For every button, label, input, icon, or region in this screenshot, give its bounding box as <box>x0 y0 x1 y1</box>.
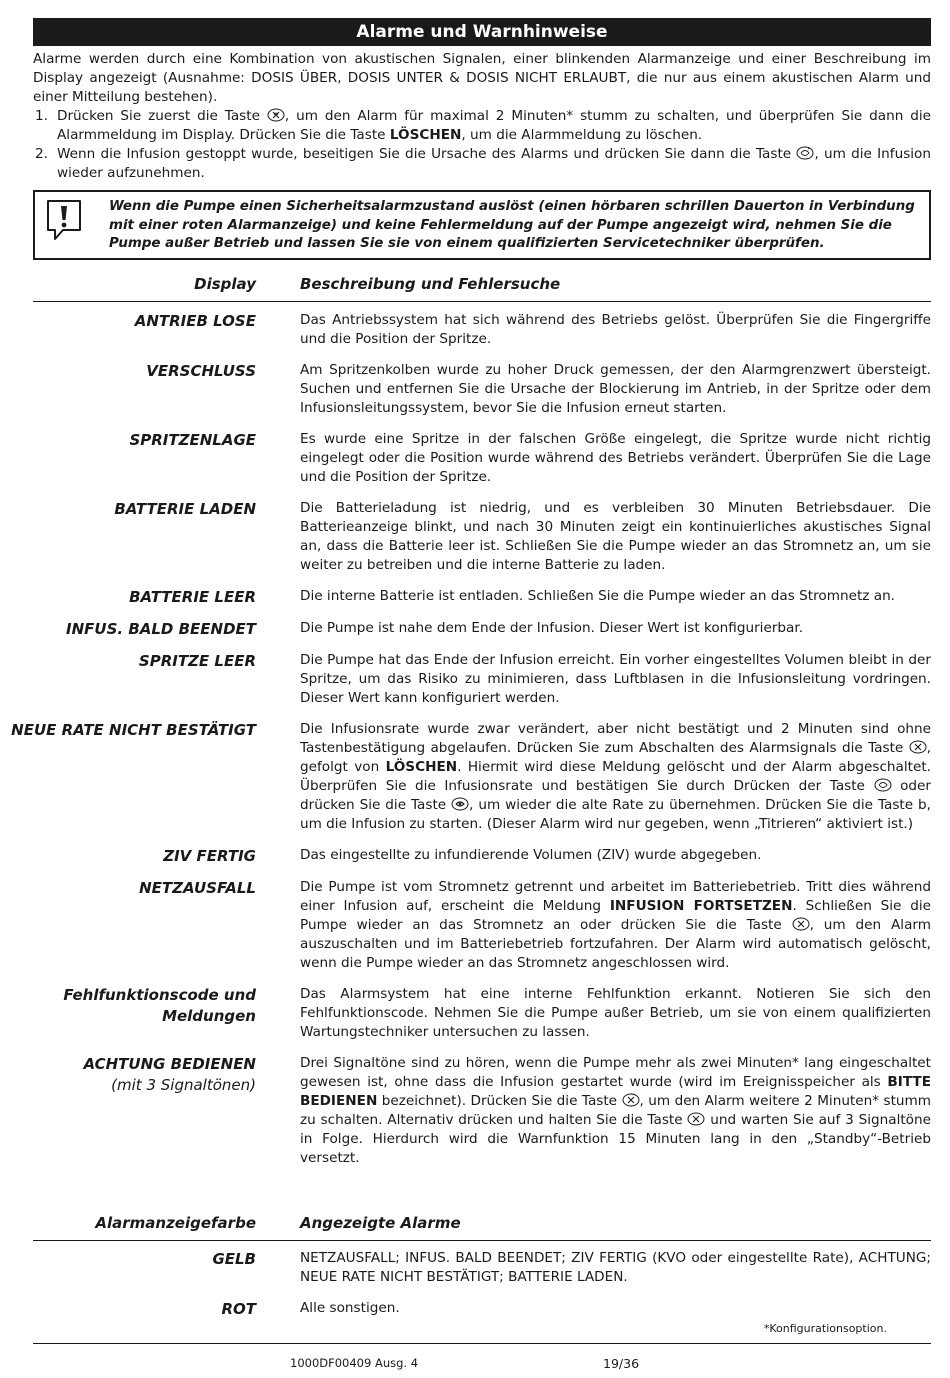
warning-text: Wenn die Pumpe einen Sicherheitsalarmzustand auslöst (einen hörbaren schrillen Dauerton in Verbindung mit einer roten Alarmanzeige) und keine Fehlermeldung auf der Pumpe angezeigt wird, nehmen Sie die Pumpe außer Betrieb und lassen Sie sie von einem qualifizierten Servicetechniker überprüfen. <box>109 199 915 251</box>
footnote: *Konfigurationsoption. <box>763 1322 887 1335</box>
alarm-row: Fehlfunktionscode und Meldungen Das Alarmsystem hat eine interne Fehlfunktion erkannt. Notieren Sie sich den Fehlfunktionscode. Nehmen Sie die Pumpe außer Betrieb, um sie von einem qualifizierten Wartungstechniker untersuchen zu lassen. <box>63 985 931 1040</box>
mute-key-icon <box>622 1093 640 1107</box>
start-key-icon <box>796 146 814 160</box>
alarm-row: BATTERIE LEER Die interne Batterie ist entladen. Schließen Sie die Pumpe wieder an das Stromnetz an. <box>129 587 896 606</box>
col-color: Alarmanzeigefarbe <box>95 1213 256 1232</box>
alarm-row: NETZAUSFALL Die Pumpe ist vom Stromnetz getrennt und arbeitet im Batteriebetrieb. Tritt dies während einer Infusion auf, erscheint die Meldung INFUSION FORTSETZEN. Schließen Sie die Pumpe wieder an das Stromnetz an oder drücken Sie die Taste , um den Alarm auszuschalten und im Batteriebetrieb fortzufahren. Der Alarm wird automatisch gelöscht, wenn die Pumpe wieder an das Stromnetz angeschlossen wird. <box>139 878 932 971</box>
start-key-icon <box>874 778 892 792</box>
alarm-row: SPRITZE LEER Die Pumpe hat das Ende der Infusion erreicht. Ein vorher eingestelltes Volumen bleibt in der Spritze, um das Risiko zu minimieren, dass Luftblasen in die Infusionsleitung vordringen. Dieser Wert kann konfiguriert werden. <box>138 651 931 706</box>
mute-key-icon <box>267 108 285 122</box>
col-display: Display <box>194 274 256 293</box>
alarm-row: NEUE RATE NICHT BESTÄTIGT Die Infusionsrate wurde zwar verändert, aber nicht bestätigt und 2 Minuten sind ohne Tastenbestätigung abgelaufen. Drücken Sie zum Abschalten des Alarmsignals die Taste , gefolgt von LÖSCHEN. Hiermit wird diese Meldung gelöscht und der Alarm abgeschaltet. Überprüfen Sie die Infusionsrate und bestätigen Sie durch Drücken der Taste oder drücken Sie die Taste , um wieder die alte Rate zu übernehmen. Drücken Sie die Taste b, um die Infusion zu starten. (Dieser Alarm wird nur gegeben, wenn „Titrieren“ aktiviert ist.) <box>11 720 931 832</box>
alarm-row: INFUS. BALD BEENDET Die Pumpe ist nahe dem Ende der Infusion. Dieser Wert ist konfigurierbar. <box>66 619 804 638</box>
table2-header <box>33 1214 931 1241</box>
step-2: 2. Wenn die Infusion gestoppt wurde, beseitigen Sie die Ursache des Alarms und drücken Sie dann die Taste , um die Infusion wieder aufzunehmen. <box>35 146 931 181</box>
table1-header <box>33 275 931 302</box>
alarm-row: VERSCHLUSS Am Spritzenkolben wurde zu hoher Druck gemessen, der den Alarmgrenzwert übersteigt. Suchen und entfernen Sie die Ursache der Blockierung im Antrieb, in der Spritze oder dem Infusionsleitungssystem, bevor Sie die Infusion erneut starten. <box>146 361 931 416</box>
color-row: GELB NETZAUSFALL; INFUS. BALD BEENDET; ZIV FERTIG (KVO oder eingestellte Rate), ACHTUNG; NEUE RATE NICHT BESTÄTIGT; BATTERIE LADEN. <box>212 1249 931 1285</box>
alarm-row: SPRITZENLAGE Es wurde eine Spritze in der falschen Größe eingelegt, die Spritze wurde nicht richtig eingelegt oder die Position wurde während des Betriebs verändert. Überprüfen Sie die Lage und die Position der Spritze. <box>129 430 931 485</box>
color-row: ROT Alle sonstigen. <box>221 1299 400 1318</box>
page-title: Alarme und Warnhinweise <box>33 18 931 46</box>
steps-list <box>33 107 931 183</box>
footer-divider <box>33 1343 931 1344</box>
col-alarms: Angezeigte Alarme <box>300 1213 461 1232</box>
alarm-row: BATTERIE LADEN Die Batterieladung ist niedrig, und es verbleiben 30 Minuten Betriebsdauer. Die Batterieanzeige blinkt, und nach 30 Minuten zeigt ein kontinuierliches akustisches Signal an, dass die Batterie leer ist. Schließen Sie die Pumpe wieder an das Stromnetz an, um sie weiter zu betreiben und die interne Batterie zu laden. <box>114 499 931 573</box>
alarm-row: ACHTUNG BEDIENEN (mit 3 Signaltönen) Drei Signaltöne sind zu hören, wenn die Pumpe mehr als zwei Minuten* lang eingeschaltet gewesen ist, ohne dass die Infusion gestartet wurde (wird im Ereignisspeicher als BITTE BEDIENEN bezeichnet). Drücken Sie die Taste , um den Alarm weitere 2 Minuten* stumm zu schalten. Alternativ drücken und halten Sie die Taste und warten Sie auf 3 Signaltöne in Folge. Hierdurch wird die Warnfunktion 15 Minuten lang in den „Standby“-Betrieb versetzt. <box>83 1054 931 1166</box>
mute-key-icon <box>909 740 927 754</box>
alarm-row: ANTRIEB LOSE Das Antriebssystem hat sich während des Betriebs gelöst. Überprüfen Sie die Fingergriffe und die Position der Spritze. <box>134 311 931 347</box>
caution-icon <box>45 198 83 242</box>
safety-warning-box <box>33 190 931 260</box>
mute-key-icon <box>792 917 810 931</box>
step-1: 1. Drücken Sie zuerst die Taste , um den Alarm für maximal 2 Minuten* stumm zu schalten, und überprüfen Sie dann die Alarmmeldung im Display. Drücken Sie die Taste LÖSCHEN, um die Alarmmeldung zu löschen. <box>35 108 931 143</box>
page-number: 19/36 <box>603 1356 640 1371</box>
back-key-icon <box>451 797 469 811</box>
alarm-row: ZIV FERTIG Das eingestellte zu infundierende Volumen (ZIV) wurde abgegeben. <box>163 846 762 865</box>
col-description: Beschreibung und Fehlersuche <box>300 274 561 293</box>
page <box>11 18 932 1319</box>
intro-paragraph: Alarme werden durch eine Kombination von akustischen Signalen, einer blinkenden Alarmanzeige und einer Beschreibung im Display angezeigt (Ausnahme: DOSIS ÜBER, DOSIS UNTER & DOSIS NICHT ERLAUBT, die nur aus einem akustischen Alarm und einer Mitteilung bestehen). <box>33 51 931 105</box>
document-id: 1000DF00409 Ausg. 4 <box>290 1356 419 1370</box>
mute-key-icon <box>687 1112 705 1126</box>
